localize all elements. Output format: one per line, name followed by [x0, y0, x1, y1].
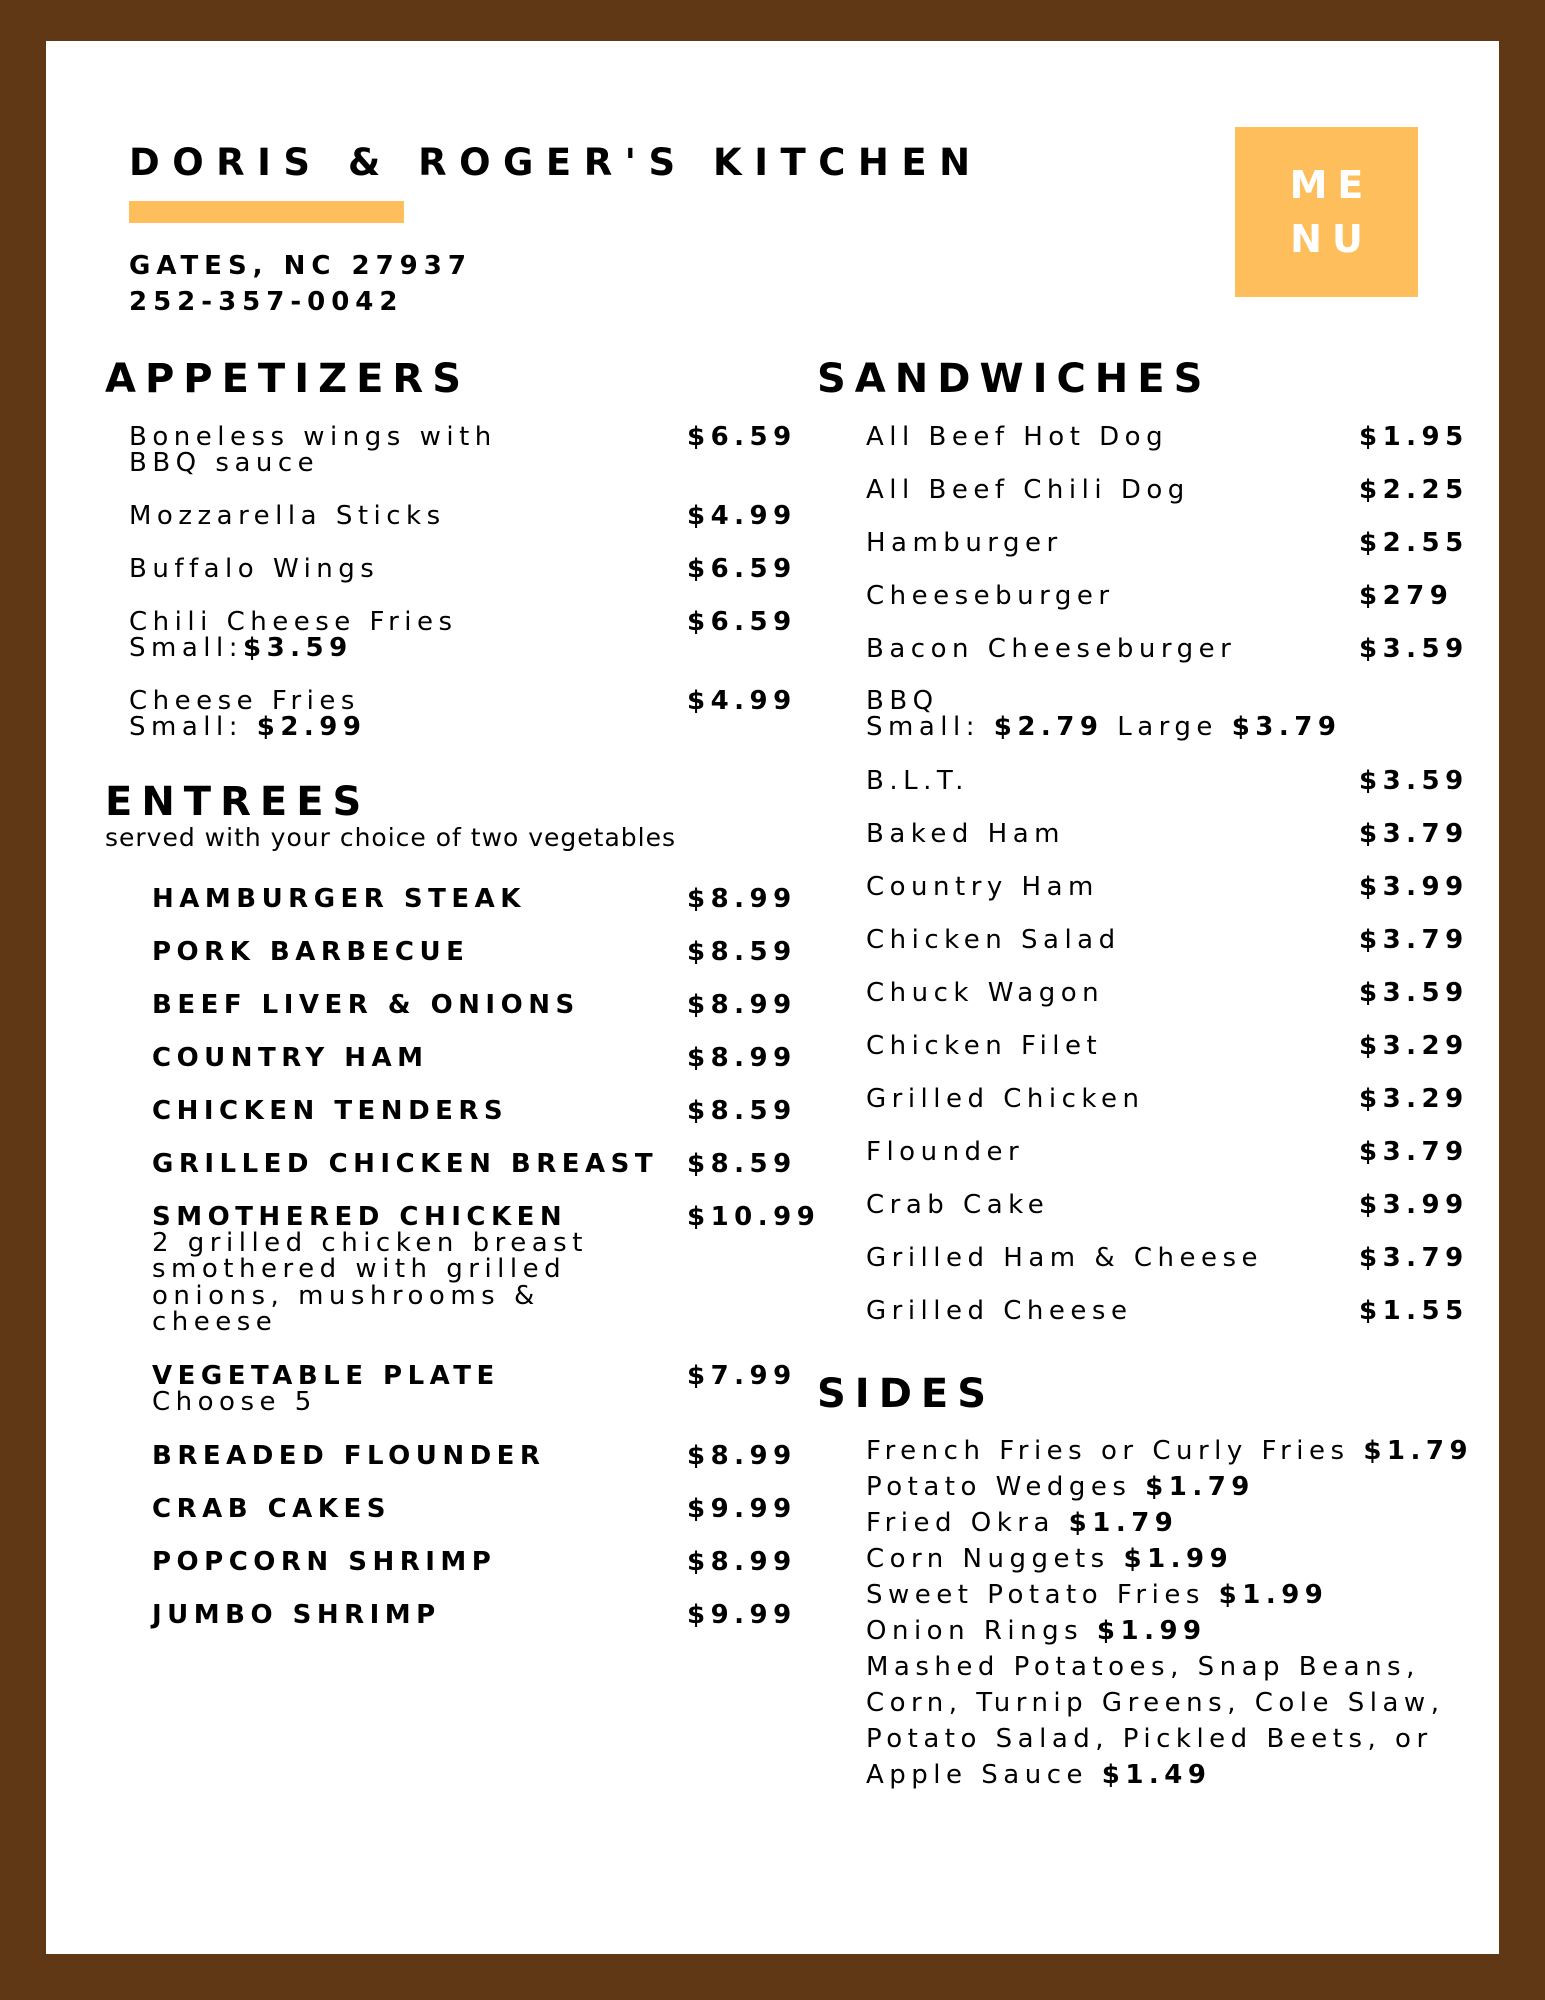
sandwich-item-name: BBQ	[866, 686, 939, 716]
side-text: Fried Okra	[866, 1508, 1069, 1538]
appetizer-item-price: $4.99	[687, 501, 797, 531]
menu-badge-line1: ME	[1289, 163, 1374, 207]
entree-item-name: SMOTHERED CHICKEN	[152, 1202, 568, 1232]
sandwich-item-price: $3.29	[1359, 1031, 1469, 1061]
sandwich-item-price: $3.99	[1359, 1190, 1469, 1220]
side-text: Potato Wedges	[866, 1472, 1146, 1502]
menu-page	[46, 41, 1499, 1954]
entree-item-name: CRAB CAKES	[152, 1494, 391, 1524]
menu-badge-line2: NU	[1290, 217, 1373, 261]
side-price: $1.99	[1123, 1544, 1234, 1574]
entree-item-name: COUNTRY HAM	[152, 1043, 429, 1073]
side-text: Corn Nuggets	[866, 1544, 1124, 1574]
title-underline	[129, 201, 404, 223]
sandwich-item-price: $3.59	[1359, 978, 1469, 1008]
sandwich-item-name: Hamburger	[866, 528, 1063, 558]
appetizer-item-price: $6.59	[687, 422, 797, 452]
entree-item-price: $9.99	[687, 1600, 797, 1630]
side-text: Onion Rings	[866, 1616, 1097, 1646]
appetizer-item-price: $4.99	[687, 686, 797, 716]
entree-item-price: $8.99	[687, 990, 797, 1020]
side-text: French Fries or Curly Fries	[866, 1436, 1364, 1466]
sandwich-item-price: $3.79	[1359, 925, 1469, 955]
side-line	[866, 1433, 1473, 1469]
sandwich-item-price: $3.59	[1359, 634, 1469, 664]
entree-item-name: VEGETABLE PLATE	[152, 1361, 500, 1391]
side-line	[866, 1577, 1328, 1613]
sandwich-item-name: Crab Cake	[866, 1190, 1050, 1220]
entree-item-name: PORK BARBECUE	[152, 937, 470, 967]
entrees-heading: ENTREES	[105, 779, 371, 825]
phone: 252-357-0042	[129, 287, 404, 317]
sandwich-item-name: B.L.T.	[866, 766, 969, 796]
size-price: $3.59	[242, 633, 353, 663]
sandwich-item-price: $1.95	[1359, 422, 1469, 452]
side-line	[866, 1469, 1255, 1505]
size-price: $2.99	[256, 712, 367, 742]
entree-item-price: $8.99	[687, 884, 797, 914]
restaurant-title: DORIS & ROGER'S KITCHEN	[129, 141, 983, 184]
sandwich-item-price: $3.79	[1359, 819, 1469, 849]
appetizer-item-name: Boneless wings with	[129, 422, 497, 452]
entree-item-price: $9.99	[687, 1494, 797, 1524]
entree-item-desc: cheese	[152, 1307, 278, 1337]
entree-item-name: BREADED FLOUNDER	[152, 1441, 546, 1471]
side-line	[866, 1685, 1444, 1721]
side-price: $1.79	[1145, 1472, 1255, 1502]
entree-item-price: $10.99	[687, 1202, 821, 1232]
entree-item-price: $8.59	[687, 1149, 797, 1179]
appetizer-item-size	[129, 635, 353, 661]
side-text: Corn, Turnip Greens, Cole Slaw,	[866, 1688, 1445, 1718]
appetizer-item-name-cont: BBQ sauce	[129, 448, 320, 478]
sandwich-item-price: $3.59	[1359, 766, 1469, 796]
side-price: $1.99	[1218, 1580, 1329, 1610]
size-label: Small:	[129, 712, 257, 742]
side-line	[866, 1721, 1433, 1757]
appetizer-item-name: Mozzarella Sticks	[129, 501, 446, 531]
entree-item-name: POPCORN SHRIMP	[152, 1547, 497, 1577]
side-price: $1.79	[1363, 1436, 1474, 1466]
appetizers-heading: APPETIZERS	[105, 356, 471, 402]
menu-badge	[1235, 127, 1418, 297]
entree-item-desc: smothered with grilled	[152, 1254, 567, 1284]
entree-item-price: $7.99	[687, 1361, 797, 1391]
appetizer-item-size	[129, 714, 367, 740]
size-label: Small:	[129, 633, 243, 663]
appetizer-item-name: Buffalo Wings	[129, 554, 380, 584]
sandwich-item-price: $3.99	[1359, 872, 1469, 902]
side-line	[866, 1757, 1212, 1793]
entree-item-name: GRILLED CHICKEN BREAST	[152, 1149, 659, 1179]
small-price: $2.79	[993, 712, 1104, 742]
entrees-subtitle: served with your choice of two vegetables	[105, 823, 677, 852]
appetizer-item-name: Cheese Fries	[129, 686, 360, 716]
sandwich-item-name: Flounder	[866, 1137, 1025, 1167]
entree-item-name: HAMBURGER STEAK	[152, 884, 526, 914]
entree-item-desc: 2 grilled chicken breast	[152, 1228, 588, 1258]
sandwich-item-price: $2.55	[1359, 528, 1469, 558]
sandwich-item-name: Chuck Wagon	[866, 978, 1105, 1008]
sandwich-item-name: Country Ham	[866, 872, 1099, 902]
side-line	[866, 1613, 1207, 1649]
side-price: $1.79	[1068, 1508, 1179, 1538]
sandwich-item-name: Grilled Chicken	[866, 1084, 1145, 1114]
sandwich-item-sizes	[866, 714, 1341, 740]
side-price: $1.99	[1096, 1616, 1207, 1646]
entree-item-desc: Choose 5	[152, 1387, 317, 1417]
sandwich-item-name: Cheeseburger	[866, 581, 1115, 611]
entree-item-price: $8.99	[687, 1043, 797, 1073]
entree-item-price: $8.59	[687, 1096, 797, 1126]
sandwich-item-name: All Beef Chili Dog	[866, 475, 1190, 505]
sandwich-item-name: All Beef Hot Dog	[866, 422, 1169, 452]
entree-item-price: $8.99	[687, 1441, 797, 1471]
small-label: Small:	[866, 712, 994, 742]
sandwich-item-name: Chicken Salad	[866, 925, 1121, 955]
appetizer-item-price: $6.59	[687, 607, 797, 637]
sandwich-item-price: $3.79	[1359, 1243, 1469, 1273]
entree-item-price: $8.59	[687, 937, 797, 967]
side-text: Apple Sauce	[866, 1760, 1102, 1790]
sandwich-item-name: Bacon Cheeseburger	[866, 634, 1237, 664]
sandwich-item-price: $1.55	[1359, 1296, 1469, 1326]
appetizer-item-price: $6.59	[687, 554, 797, 584]
sides-heading: SIDES	[817, 1371, 996, 1417]
entree-item-price: $8.99	[687, 1547, 797, 1577]
side-price: $1.49	[1101, 1760, 1212, 1790]
sandwich-item-name: Chicken Filet	[866, 1031, 1103, 1061]
side-line	[866, 1649, 1420, 1685]
appetizer-item-name: Chili Cheese Fries	[129, 607, 458, 637]
large-label: Large	[1103, 712, 1232, 742]
entree-item-name: BEEF LIVER & ONIONS	[152, 990, 580, 1020]
side-line	[866, 1541, 1233, 1577]
side-text: Mashed Potatoes, Snap Beans,	[866, 1652, 1420, 1682]
sandwich-item-name: Grilled Ham & Cheese	[866, 1243, 1264, 1273]
large-price: $3.79	[1231, 712, 1342, 742]
side-line	[866, 1505, 1178, 1541]
side-text: Sweet Potato Fries	[866, 1580, 1219, 1610]
address: GATES, NC 27937	[129, 251, 472, 281]
sandwich-item-name: Grilled Cheese	[866, 1296, 1133, 1326]
side-text: Potato Salad, Pickled Beets, or	[866, 1724, 1433, 1754]
sandwich-item-price: $2.25	[1359, 475, 1469, 505]
entree-item-desc: onions, mushrooms &	[152, 1281, 540, 1311]
entree-item-name: JUMBO SHRIMP	[152, 1600, 441, 1630]
sandwich-item-name: Baked Ham	[866, 819, 1065, 849]
sandwich-item-price: $279	[1359, 581, 1454, 611]
entree-item-name: CHICKEN TENDERS	[152, 1096, 509, 1126]
sandwich-item-price: $3.79	[1359, 1137, 1469, 1167]
sandwiches-heading: SANDWICHES	[817, 356, 1212, 402]
sandwich-item-price: $3.29	[1359, 1084, 1469, 1114]
